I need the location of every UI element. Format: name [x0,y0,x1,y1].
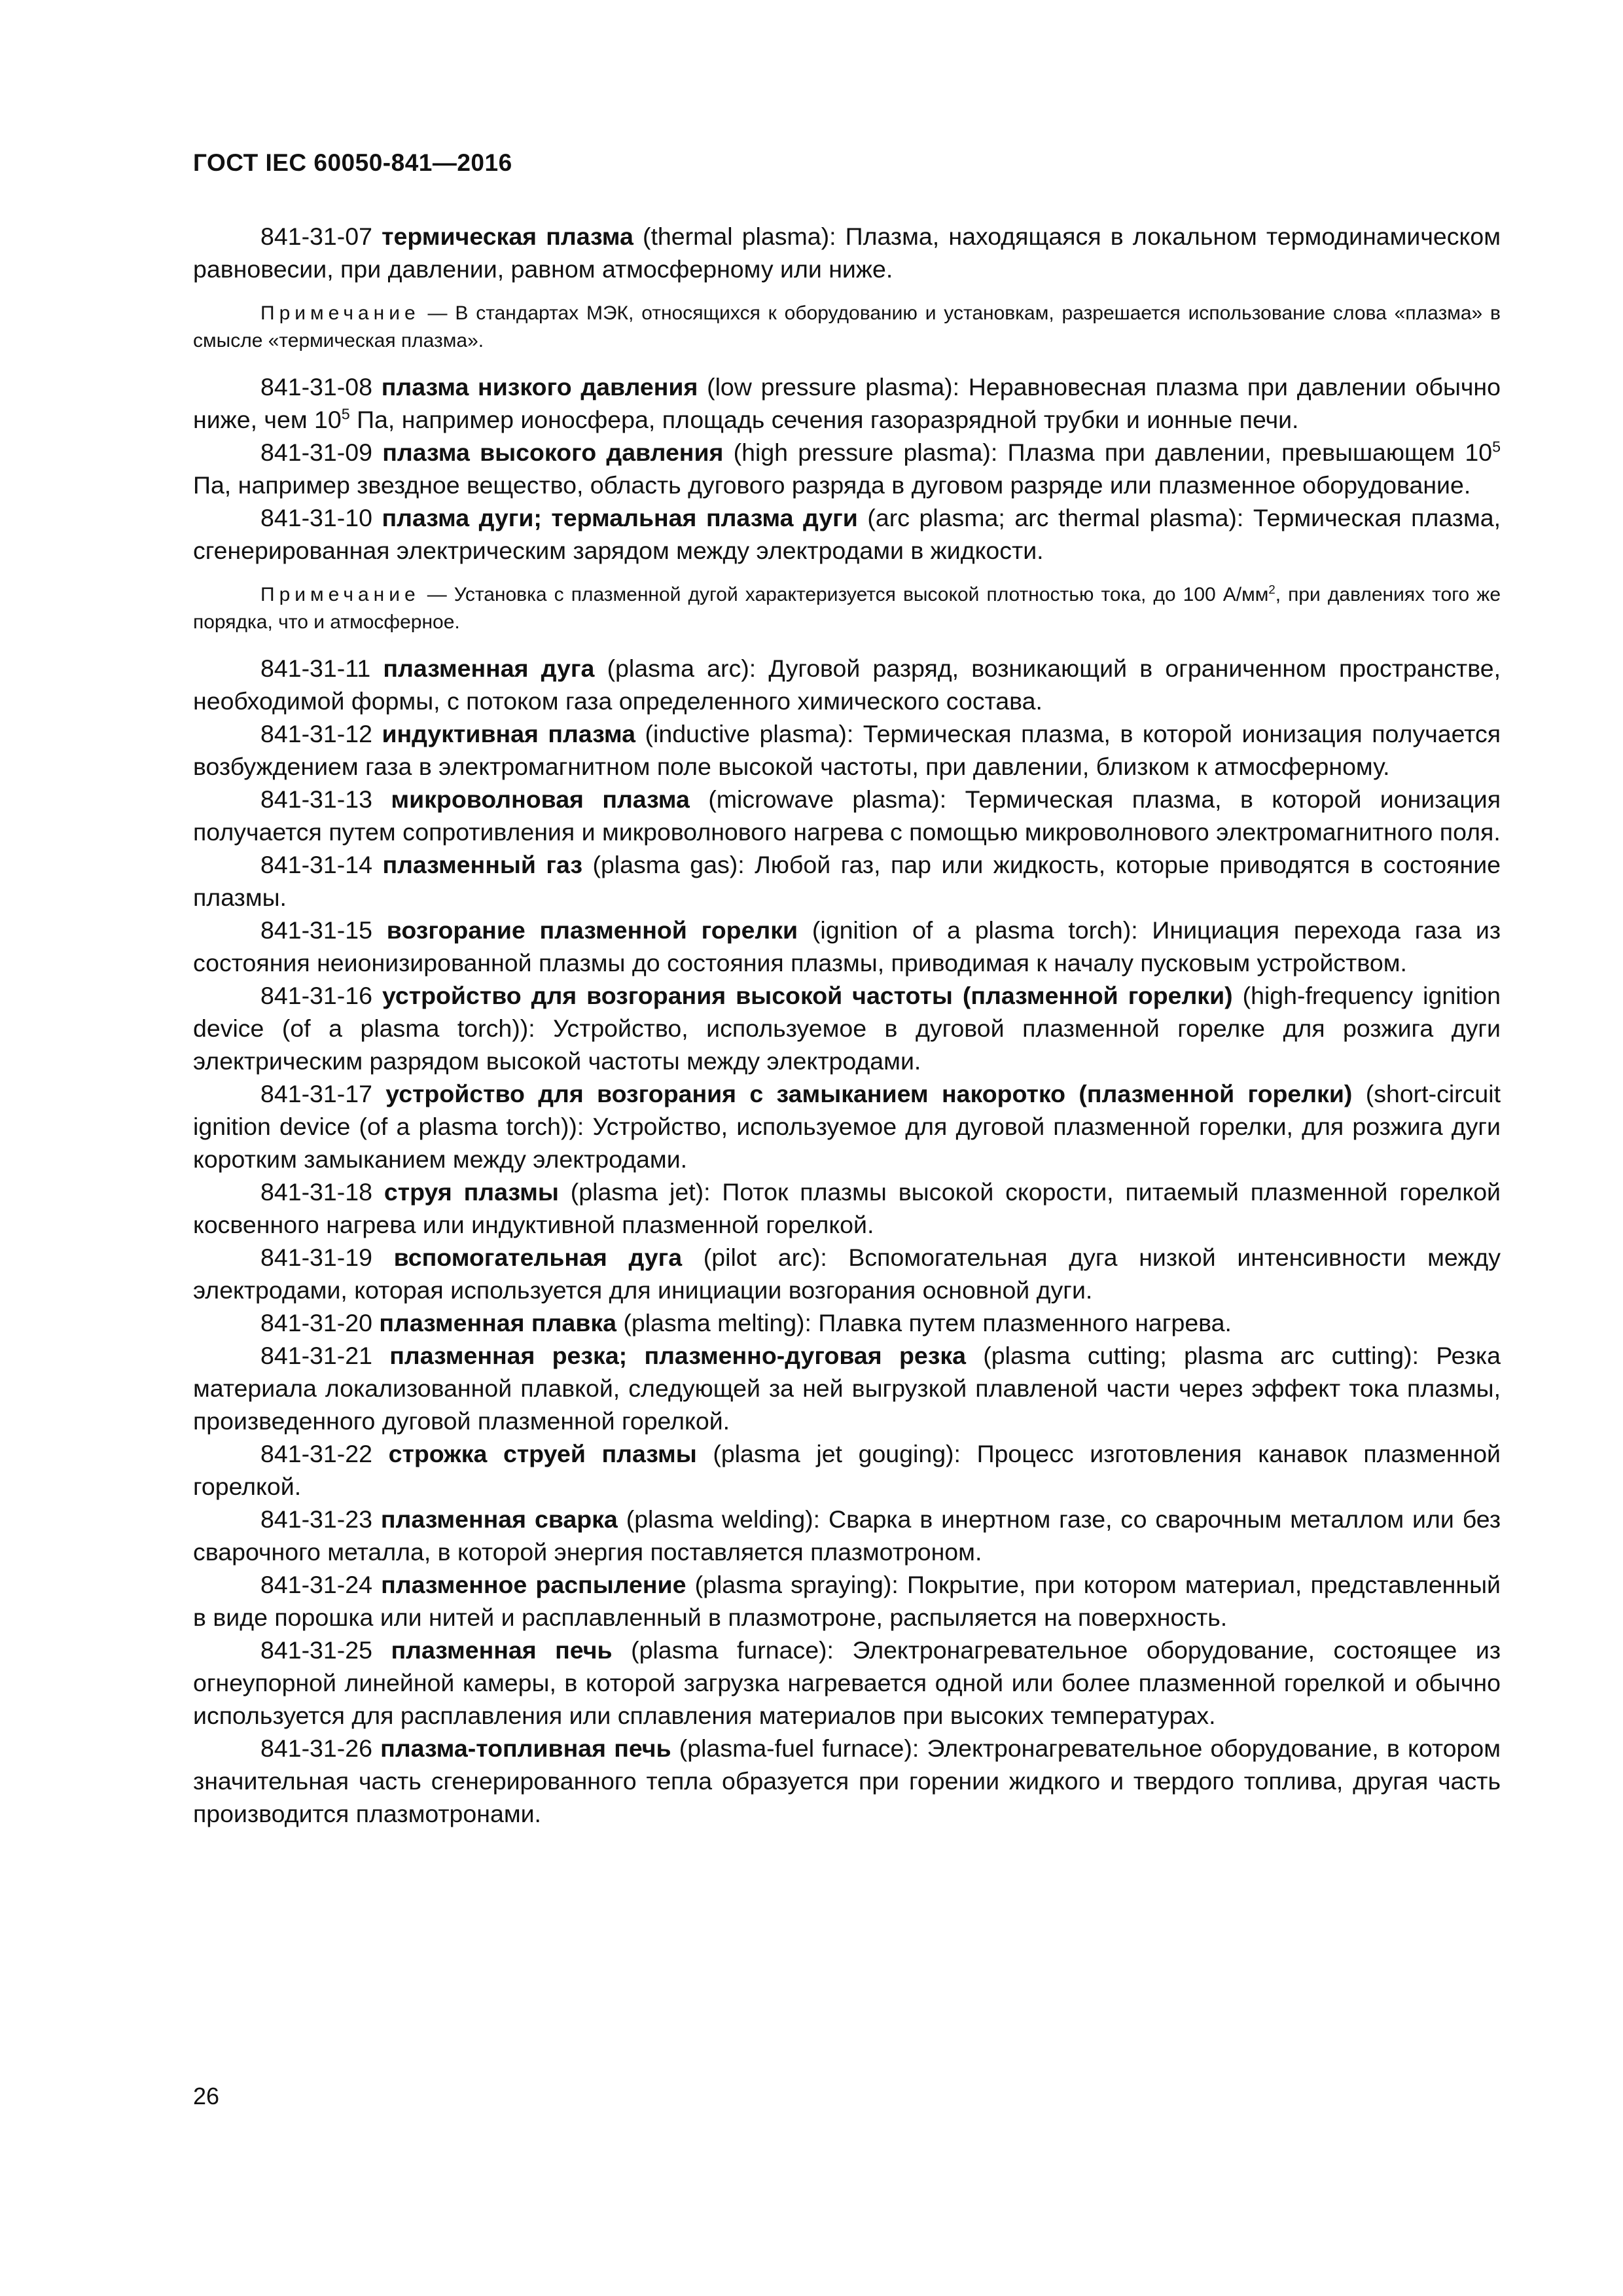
term-entry: 841-31-23 плазменная сварка (plasma welding): Сварка в инертном газе, со сварочным металлом или без сварочного металла, в которой энергия поставляется плазмотроном. [193,1505,1501,1566]
term-name: плазменная резка; плазменно-дуговая резка [389,1342,966,1369]
term-entry: 841-31-16 устройство для возгорания высокой частоты (плазменной горелки) (high-frequency ignition device (of a plasma torch)): Устройство, используемое в дуговой плазменной горелке для розжига дуги электрическим разрядом высокой частоты между электродами. [193,982,1501,1075]
term-name: устройство для возгорания высокой частоты (плазменной горелки) [382,982,1233,1009]
term-name: плазменная дуга [383,655,595,682]
term-entry: 841-31-14 плазменный газ (plasma gas): Любой газ, пар или жидкость, которые приводятся в состояние плазмы. [193,851,1501,911]
term-entry: 841-31-13 микроволновая плазма (microwave plasma): Термическая плазма, в которой ионизация получается путем сопротивления и микроволнового нагрева с помощью микроволнового электромагнитного поля. [193,785,1501,846]
term-name: плазменное распыление [381,1571,687,1598]
term-entry: 841-31-11 плазменная дуга (plasma arc): Дуговой разряд, возникающий в ограниченном пространстве, необходимой формы, с потоком газа определенного химического состава. [193,655,1501,715]
term-name: плазменная печь [391,1636,613,1664]
term-entry: 841-31-19 вспомогательная дуга (pilot arc): Вспомогательная дуга низкой интенсивности между электродами, которая используется для инициации возгорания основной дуги. [193,1244,1501,1304]
term-name: плазма высокого давления [382,439,724,466]
note-label: Примечание [260,302,420,324]
document-header: ГОСТ IEC 60050-841—2016 [193,149,512,176]
term-name: плазма дуги; термальная плазма дуги [382,504,858,531]
term-name: струя плазмы [383,1178,559,1206]
term-name: вспомогательная дуга [393,1244,683,1271]
term-name: строжка струей плазмы [388,1440,697,1467]
term-entry: 841-31-10 плазма дуги; термальная плазма дуги (arc plasma; arc thermal plasma): Термическая плазма, сгенерированная электрическим зарядом между электродами в жидкости. [193,504,1501,564]
term-entry: 841-31-21 плазменная резка; плазменно-дуговая резка (plasma cutting; plasma arc cutting): Резка материала локализованной плавкой, следующей за ней выгрузкой плавленой части через эффект тока плазмы, произведенного дуговой плазменной горелкой. [193,1342,1501,1435]
term-name: плазменная плавка [379,1309,616,1336]
term-entry: 841-31-25 плазменная печь (plasma furnace): Электронагревательное оборудование, состоящее из огнеупорной линейной камеры, в которой загрузка нагревается одной или более плазменной горелкой и обычно используется для расплавления или сплавления материалов при высоких температурах. [193,1636,1501,1729]
term-name: устройство для возгорания с замыканием накоротко (плазменной горелки) [385,1080,1353,1107]
term-entry: 841-31-12 индуктивная плазма (inductive plasma): Термическая плазма, в которой ионизация получается возбуждением газа в электромагнитном поле высокой частоты, при давлении, близком к атмосферному. [193,720,1501,780]
page-number: 26 [193,2083,220,2109]
term-entry: 841-31-22 строжка струей плазмы (plasma jet gouging): Процесс изготовления канавок плазменной горелкой. [193,1440,1501,1500]
term-entry: 841-31-26 плазма-топливная печь (plasma-fuel furnace): Электронагревательное оборудование, в котором значительная часть сгенерированного тепла образуется при горении жидкого и твердого топлива, другая часть производится плазмотронами. [193,1734,1501,1827]
document-body [193,220,1501,1830]
term-entry: 841-31-17 устройство для возгорания с замыканием накоротко (плазменной горелки) (short-circuit ignition device (of a plasma torch)): Устройство, используемое для дуговой плазменной горелки, для розжига дуги коротким замыканием между электродами. [193,1080,1501,1173]
term-name: индуктивная плазма [382,720,636,747]
term-entry: 841-31-15 возгорание плазменной горелки (ignition of a plasma torch): Инициация перехода газа из состояния неионизированной плазмы до состояния плазмы, приводимая к началу пусковым устройством. [193,916,1501,977]
term-entry: 841-31-24 плазменное распыление (plasma spraying): Покрытие, при котором материал, представленный в виде порошка или нитей и расплавленный в плазмотроне, распыляется на поверхность. [193,1571,1501,1631]
term-name: микроволновая плазма [391,785,690,813]
term-entry: 841-31-09 плазма высокого давления (high pressure plasma): Плазма при давлении, превышающем $10^5$ Па, например звездное вещество, область дугового разряда в дуговом разряде или плазменное оборудование. [193,438,1501,499]
term-name: плазменный газ [382,851,582,878]
term-entry: 841-31-20 плазменная плавка (plasma melting): Плавка путем плазменного нагрева. [260,1309,1232,1336]
term-name: термическая плазма [382,223,633,250]
term-name: возгорание плазменной горелки [386,916,798,944]
term-name: плазма-топливная печь [380,1734,671,1762]
note: Примечание — В стандартах МЭК, относящихся к оборудованию и установкам, разрешается использование слова «плазма» в смысле «термическая плазма». [193,302,1501,351]
term-entry: 841-31-08 плазма низкого давления (low pressure plasma): Неравновесная плазма при давлении обычно ниже, чем $10^5$ Па, например ионосфера, площадь сечения газоразрядной трубки и ионные печи. [193,373,1501,433]
term-entry: 841-31-18 струя плазмы (plasma jet): Поток плазмы высокой скорости, питаемый плазменной горелкой косвенного нагрева или индуктивной плазменной горелкой. [193,1178,1501,1238]
term-entry: 841-31-07 термическая плазма (thermal plasma): Плазма, находящаяся в локальном термодинамическом равновесии, при давлении, равном атмосферному или ниже. [193,223,1501,283]
note: Примечание — Установка с плазменной дугой характеризуется высокой плотностью тока, до 100 $А/мм^2$, при давлениях того же порядка, что и атмосферное. [193,583,1501,633]
term-name: плазменная сварка [380,1505,618,1533]
note-label: Примечание [260,584,420,605]
term-name: плазма низкого давления [381,373,698,401]
